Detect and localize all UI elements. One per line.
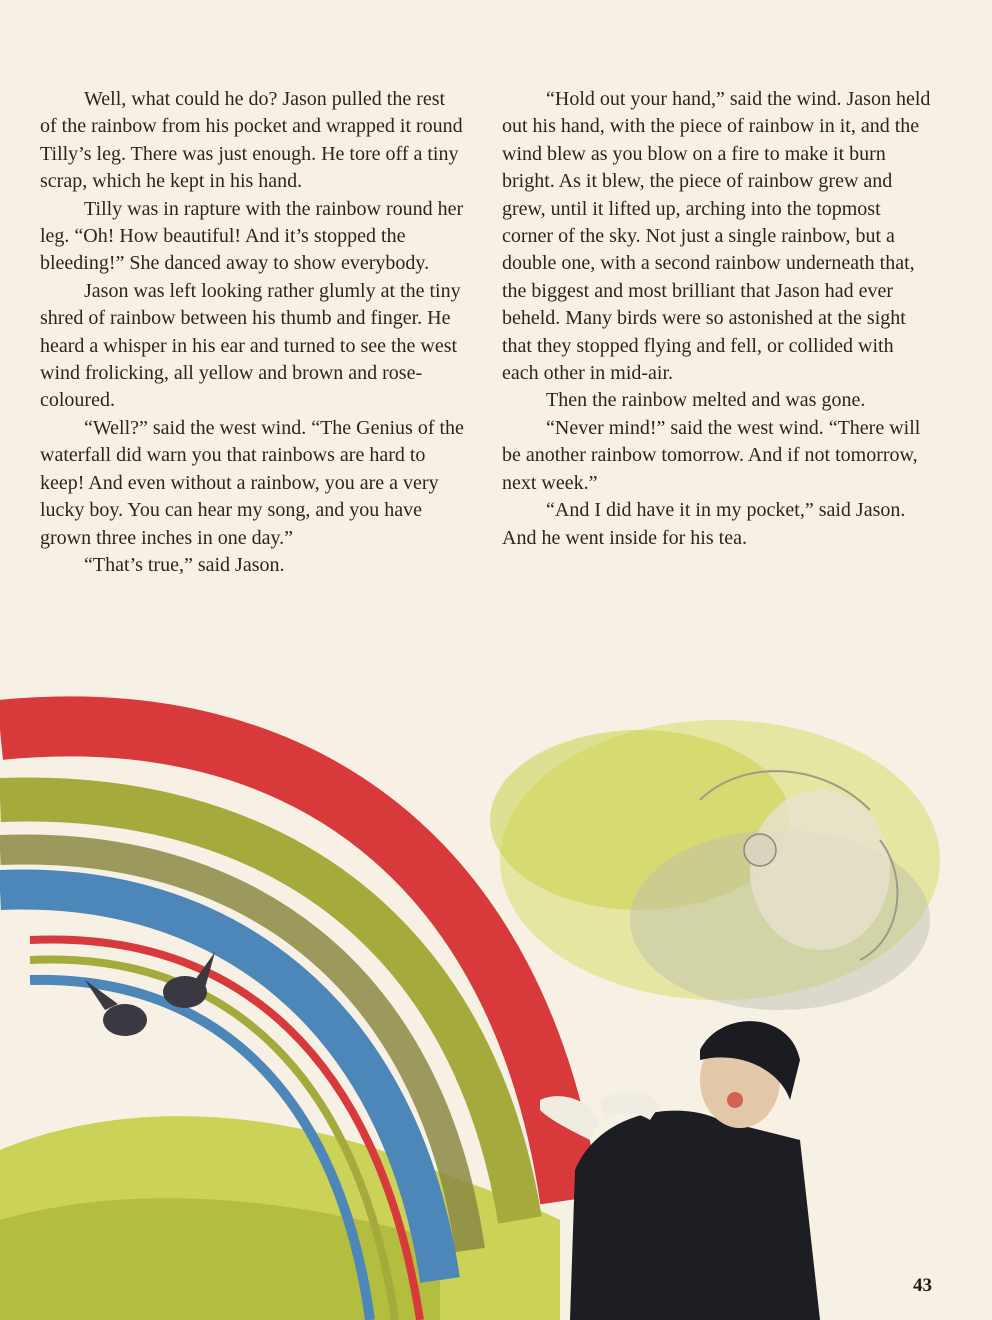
left-column (40, 86, 464, 579)
right-column (502, 86, 932, 552)
page-number: 43 (913, 1275, 932, 1296)
paragraph: Jason was left looking rather glumly at the tiny shred of rainbow between his thumb and finger. He heard a whisper in his ear and turned to see the west wind frolicking, all yellow and brown and rose-coloured. (40, 279, 461, 412)
paragraph: “Well?” said the west wind. “The Genius of the waterfall did warn you that rainbows are hard to keep! And even without a rainbow, you are a very lucky boy. You can hear my song, and you have grown three inches in one day.” (40, 416, 464, 549)
paragraph: Tilly was in rapture with the rainbow round her leg. “Oh! How beautiful! And it’s stopped the bleeding!” She danced away to show everybody. (40, 197, 464, 275)
paragraph: “Hold out your hand,” said the wind. Jason held out his hand, with the piece of rainbow in it, and the wind blew as you blow on a fire to make it burn bright. As it blew, the piece of rainbow grew and grew, until it lifted up, arching into the topmost corner of the sky. Not just a single rainbow, but a double one, with a second rainbow underneath that, the biggest and most brilliant that Jason had ever beheld. Many birds were so astonished at the sight that they stopped flying and fell, or collided with each other in mid-air. (502, 88, 931, 385)
boy-jason (540, 1021, 820, 1320)
paragraph: “And I did have it in my pocket,” said Jason. And he went inside for his tea. (502, 499, 906, 549)
rainbow-illustration (0, 680, 992, 1320)
west-wind-face (490, 720, 940, 1010)
paragraph: “Never mind!” said the west wind. “There will be another rainbow tomorrow. And if not tomorrow, next week.” (502, 416, 921, 494)
paragraph: “That’s true,” said Jason. (84, 553, 285, 576)
paragraph: Well, what could he do? Jason pulled the rest of the rainbow from his pocket and wrapped it round Tilly’s leg. There was just enough. He tore off a tiny scrap, which he kept in his hand. (40, 88, 463, 193)
paragraph: Then the rainbow melted and was gone. (546, 389, 866, 412)
